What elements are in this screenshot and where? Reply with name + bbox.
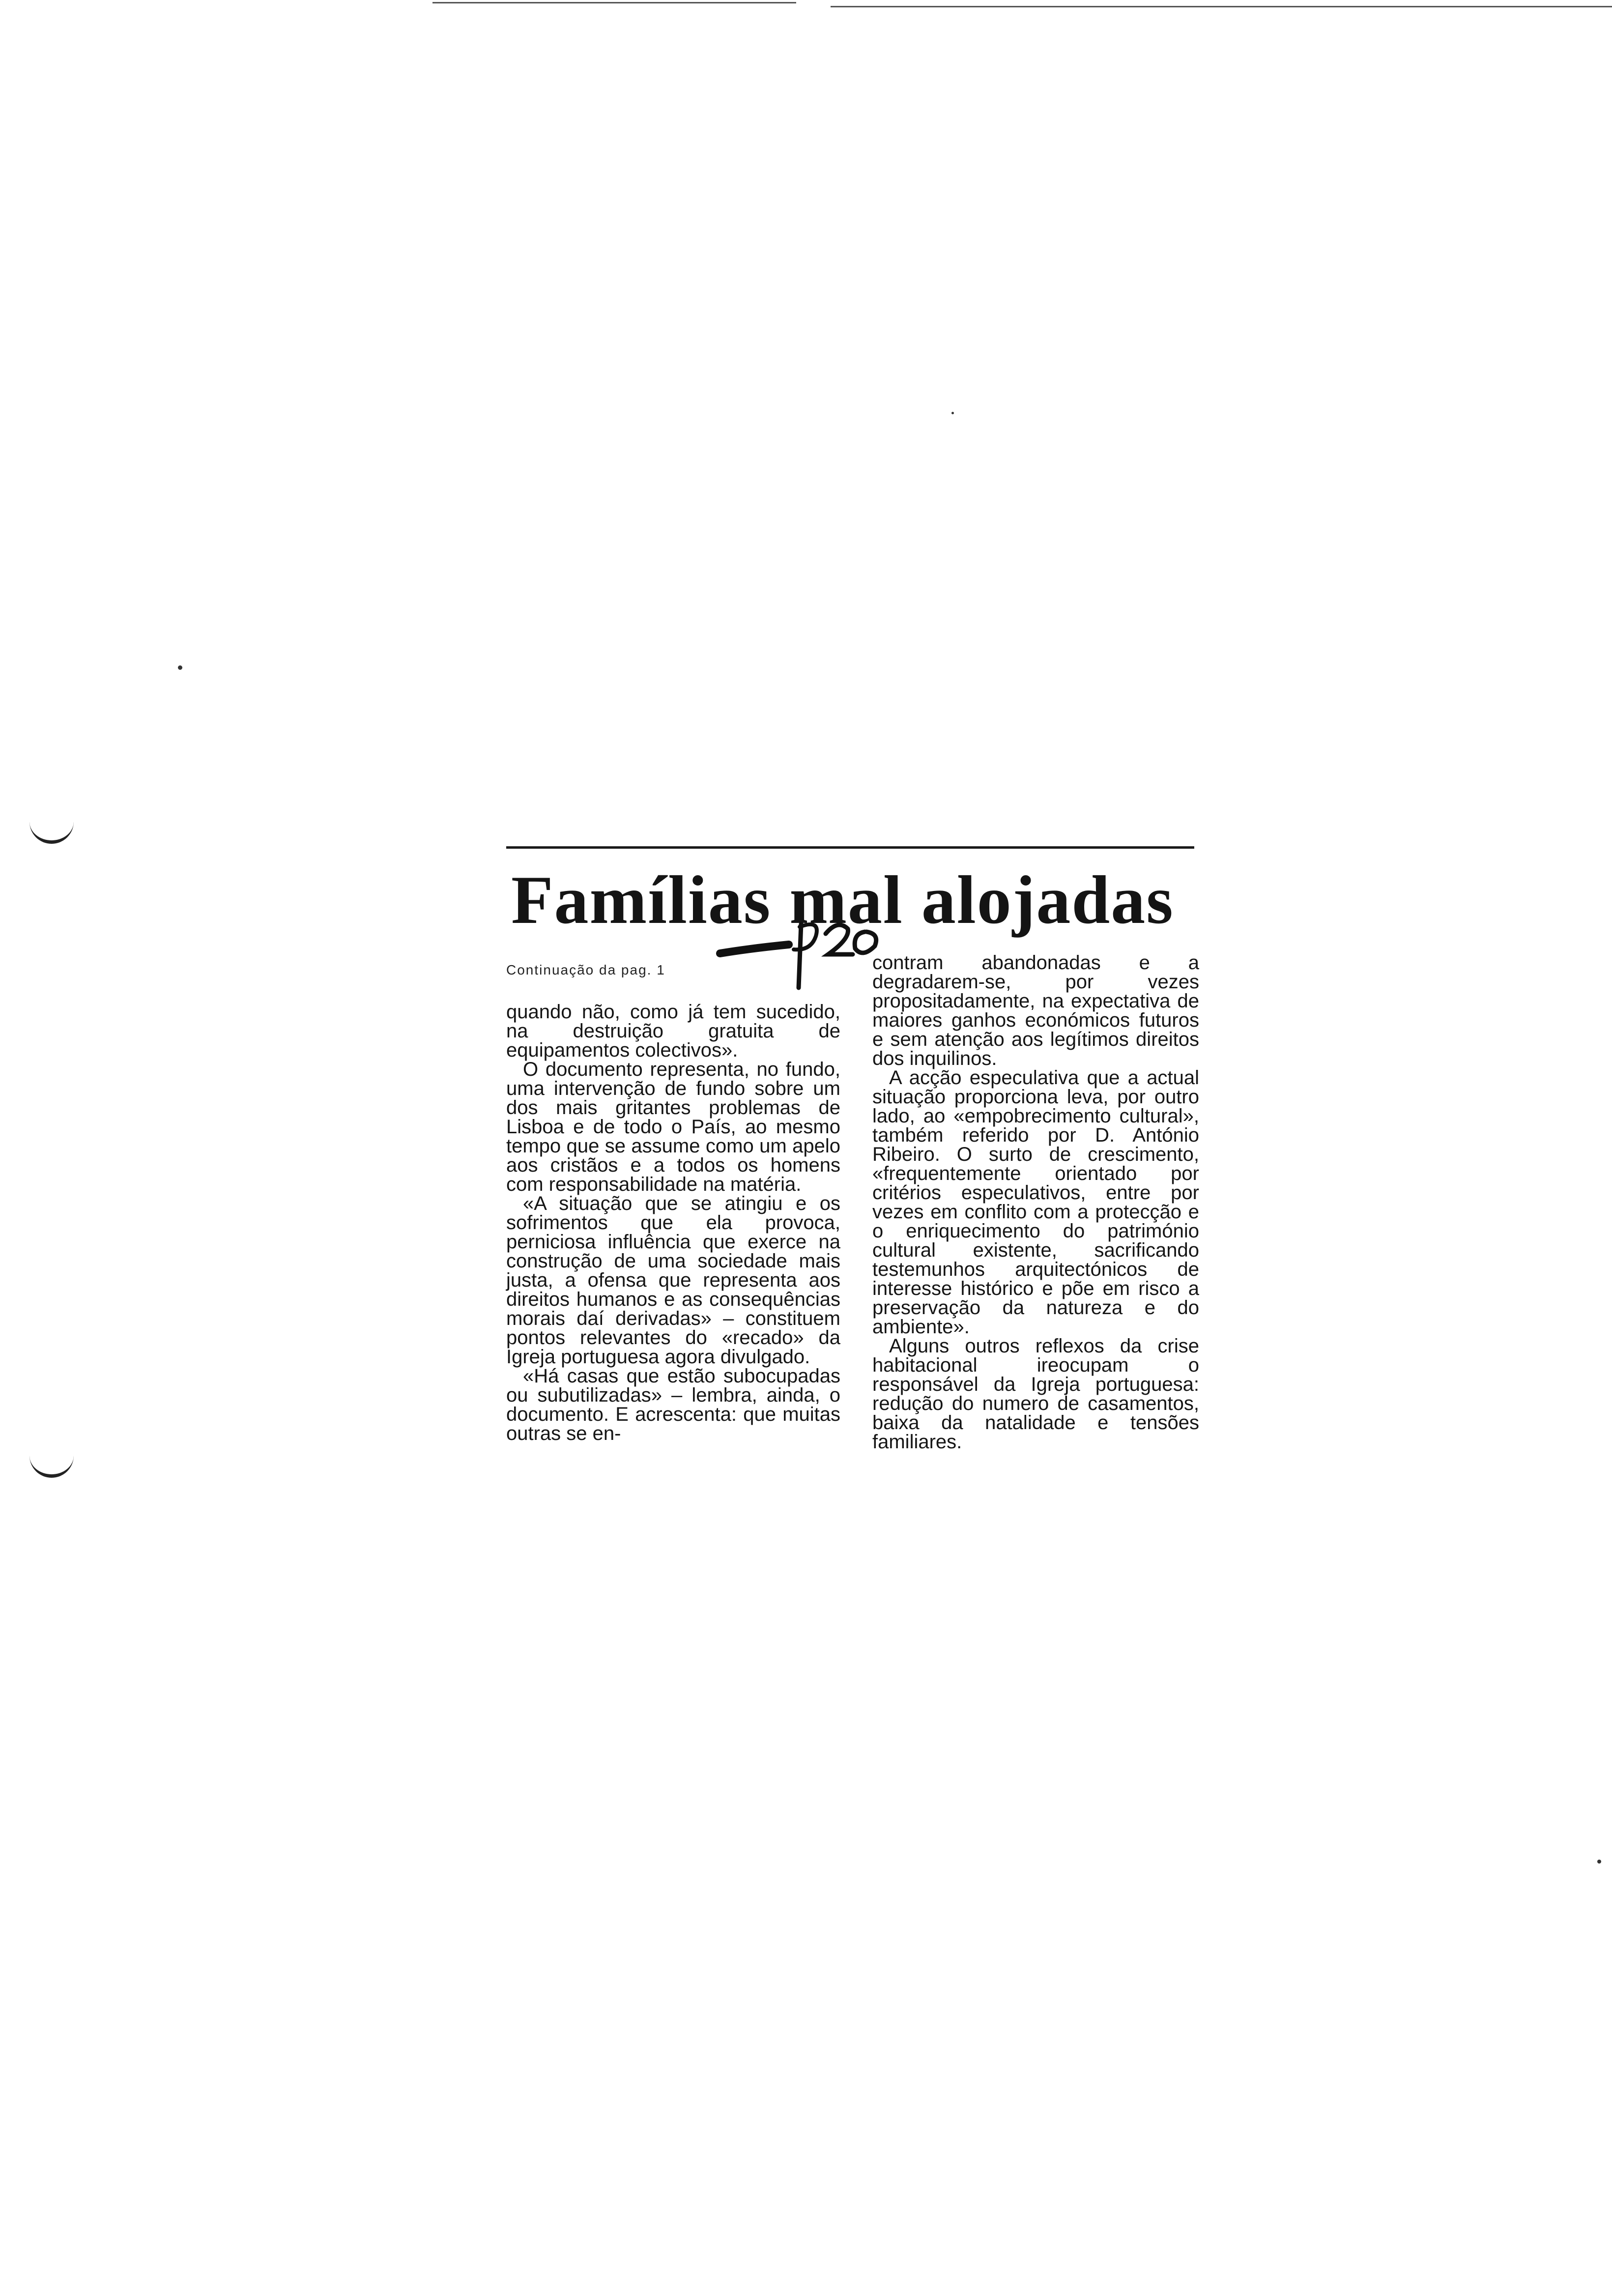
- scan-speck: [178, 665, 182, 670]
- punch-hole-mark: [29, 821, 74, 844]
- headline: Famílias mal alojadas: [511, 862, 1174, 938]
- headline-rule: [506, 846, 1194, 849]
- scan-edge-line: [432, 2, 796, 3]
- paragraph: quando não, como já tem sucedido, na destruição gratuita de equipamentos colectivos».: [506, 1001, 840, 1061]
- paragraph: Alguns outros reflexos da crise habitacional ireocupam o responsável da Igreja portuguesa: redução do numero de casamentos, baixa da natalidade e tensões familiares.: [872, 1335, 1199, 1453]
- article-column-left: [506, 1003, 840, 1443]
- scan-edge-line: [831, 6, 1612, 7]
- paragraph: A acção especulativa que a actual situação proporciona leva, por outro lado, ao «empobrecimento cultural», também referido por D. António Ribeiro. O surto de crescimento, «frequentemente orientado por critérios especulativos, entre por vezes em conflito com a protecção e o enriquecimento do património cultural existente, sacrificando testemunhos arquitectónicos de interesse histórico e põe em risco a preservação da natureza e do ambiente».: [872, 1067, 1199, 1338]
- paragraph: «A situação que se atingiu e os sofrimentos que ela provoca, perniciosa influência que exerce na construção de uma sociedade mais justa, a ofensa que representa aos direitos humanos e as consequências morais daí derivadas» – constituem pontos relevantes do «recado» da Igreja portuguesa agora divulgado.: [506, 1193, 840, 1368]
- handwritten-page-annotation: [715, 914, 892, 993]
- article-column-right: [872, 953, 1199, 1452]
- paragraph: O documento representa, no fundo, uma intervenção de fundo sobre um dos mais gritantes problemas de Lisboa e de todo o País, ao mesmo tempo que se assume como um apelo aos cristãos e a todos os homens com responsabilidade na matéria.: [506, 1059, 840, 1195]
- newspaper-clipping: [484, 840, 1207, 1607]
- paragraph: contram abandonadas e a degradarem-se, por vezes propositadamente, na expectativa de maiores ganhos económicos futuros e sem atenção aos legítimos direitos dos inquilinos.: [872, 952, 1199, 1069]
- handwritten-annotation-drawing: [715, 914, 892, 993]
- scan-speck: [1597, 1860, 1601, 1864]
- scan-speck: [951, 412, 954, 414]
- continuation-note: Continuação da pag. 1: [506, 962, 665, 977]
- punch-hole-mark: [29, 1455, 74, 1478]
- paragraph: «Há casas que estão subocupadas ou subutilizadas» – lembra, ainda, o documento. E acrescenta: que muitas outras se en-: [506, 1365, 840, 1444]
